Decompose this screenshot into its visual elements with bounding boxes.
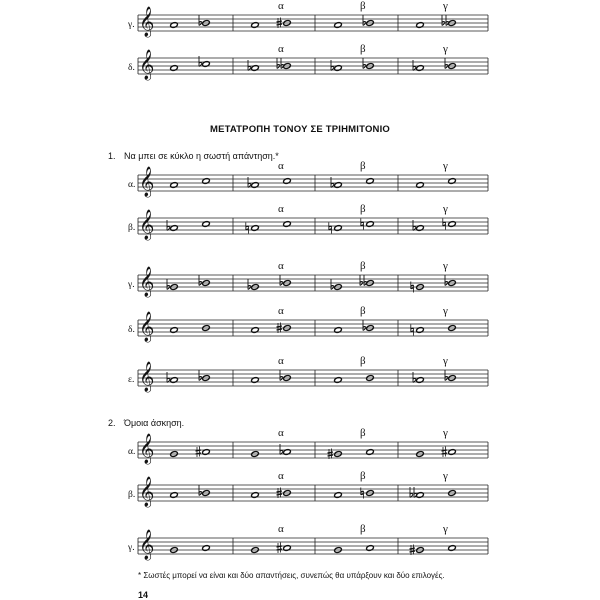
row-label: γ.	[128, 543, 135, 553]
choice-label-3: γ	[443, 203, 448, 215]
row-label: γ.	[128, 20, 135, 30]
treble-clef-icon: 𝄞	[139, 477, 155, 507]
row-label: γ.	[128, 280, 135, 290]
treble-clef-icon: 𝄞	[139, 210, 155, 240]
staff-system	[128, 470, 488, 508]
choice-label-3: γ	[443, 160, 448, 172]
treble-clef-icon: 𝄞	[139, 267, 155, 297]
choice-label-3: γ	[443, 260, 448, 272]
natural-stroke	[246, 229, 249, 230]
natural-stroke	[443, 222, 446, 223]
natural-stroke	[411, 288, 414, 289]
treble-clef-icon: 𝄞	[139, 312, 155, 342]
natural-stroke	[411, 328, 414, 329]
exercise-1-number: 1.	[108, 151, 116, 161]
row-label: β.	[128, 490, 136, 500]
sharp-stroke	[328, 455, 334, 456]
footnote: * Σωστές μπορεί να είναι και δύο απαντήσεις, συνεπώς θα υπάρξουν και δύο επιλογές.	[138, 571, 445, 580]
treble-clef-icon: 𝄞	[139, 434, 155, 464]
sharp-stroke	[277, 329, 283, 330]
choice-label-3: γ	[443, 427, 448, 439]
exercise-2-instruction: Όμοια άσκηση.	[124, 418, 185, 428]
sharp-stroke	[277, 326, 283, 327]
choice-label-2: β	[360, 523, 366, 535]
choice-label-1: α	[278, 305, 284, 317]
choice-label-2: β	[360, 160, 366, 172]
staff-system	[128, 160, 488, 198]
treble-clef-icon: 𝄞	[139, 530, 155, 560]
row-label: δ.	[128, 325, 135, 335]
treble-clef-icon: 𝄞	[139, 7, 155, 37]
choice-label-2: β	[360, 43, 366, 55]
choice-label-1: α	[278, 260, 284, 272]
staff-system	[128, 305, 488, 343]
treble-clef-icon: 𝄞	[139, 50, 155, 80]
choice-label-3: γ	[443, 0, 448, 12]
natural-stroke	[361, 494, 364, 495]
staff-system	[128, 43, 488, 81]
choice-label-3: γ	[443, 355, 448, 367]
choice-label-1: α	[278, 160, 284, 172]
page-number: 14	[138, 590, 149, 600]
exercise-2-number: 2.	[108, 418, 116, 428]
choice-label-2: β	[360, 305, 366, 317]
choice-label-2: β	[360, 260, 366, 272]
natural-stroke	[246, 226, 249, 227]
row-label: ε.	[128, 375, 135, 385]
sharp-stroke	[277, 24, 283, 25]
natural-stroke	[411, 331, 414, 332]
natural-stroke	[361, 222, 364, 223]
natural-stroke	[443, 225, 446, 226]
choice-label-1: α	[278, 203, 284, 215]
treble-clef-icon: 𝄞	[139, 362, 155, 392]
staff-system	[128, 355, 488, 393]
choice-label-1: α	[278, 427, 284, 439]
row-label: δ.	[128, 63, 135, 73]
choice-label-2: β	[360, 203, 366, 215]
staff-system	[128, 427, 488, 465]
natural-stroke	[411, 285, 414, 286]
exercise-1-instruction: Να μπει σε κύκλο η σωστή απάντηση.*	[124, 151, 279, 161]
staff-system	[127, 523, 488, 561]
sharp-stroke	[410, 551, 416, 552]
choice-label-2: β	[360, 427, 366, 439]
choice-label-1: α	[278, 355, 284, 367]
sharp-stroke	[277, 21, 283, 22]
natural-stroke	[361, 491, 364, 492]
choice-label-1: α	[278, 470, 284, 482]
choice-label-3: γ	[443, 470, 448, 482]
sharp-stroke	[410, 548, 416, 549]
row-label: β.	[128, 223, 136, 233]
staff-system	[128, 203, 488, 241]
row-label: α.	[128, 180, 136, 190]
choice-label-1: α	[278, 523, 284, 535]
natural-stroke	[361, 225, 364, 226]
staff-system	[127, 0, 488, 38]
choice-label-3: γ	[443, 43, 448, 55]
choice-label-3: γ	[443, 305, 448, 317]
row-label: α.	[128, 447, 136, 457]
choice-label-2: β	[360, 0, 366, 12]
sharp-stroke	[328, 452, 334, 453]
choice-label-2: β	[360, 470, 366, 482]
treble-clef-icon: 𝄞	[139, 167, 155, 197]
sharp-stroke	[277, 491, 283, 492]
natural-stroke	[329, 226, 332, 227]
natural-stroke	[329, 229, 332, 230]
staff-system	[127, 260, 488, 298]
sharp-stroke	[277, 494, 283, 495]
choice-label-2: β	[360, 355, 366, 367]
choice-label-1: α	[278, 43, 284, 55]
choice-label-3: γ	[443, 523, 448, 535]
choice-label-1: α	[278, 0, 284, 12]
section-title: ΜΕΤΑΤΡΟΠΗ ΤΟΝΟΥ ΣΕ ΤΡΙΗΜΙΤΟΝΙΟ	[209, 124, 391, 135]
